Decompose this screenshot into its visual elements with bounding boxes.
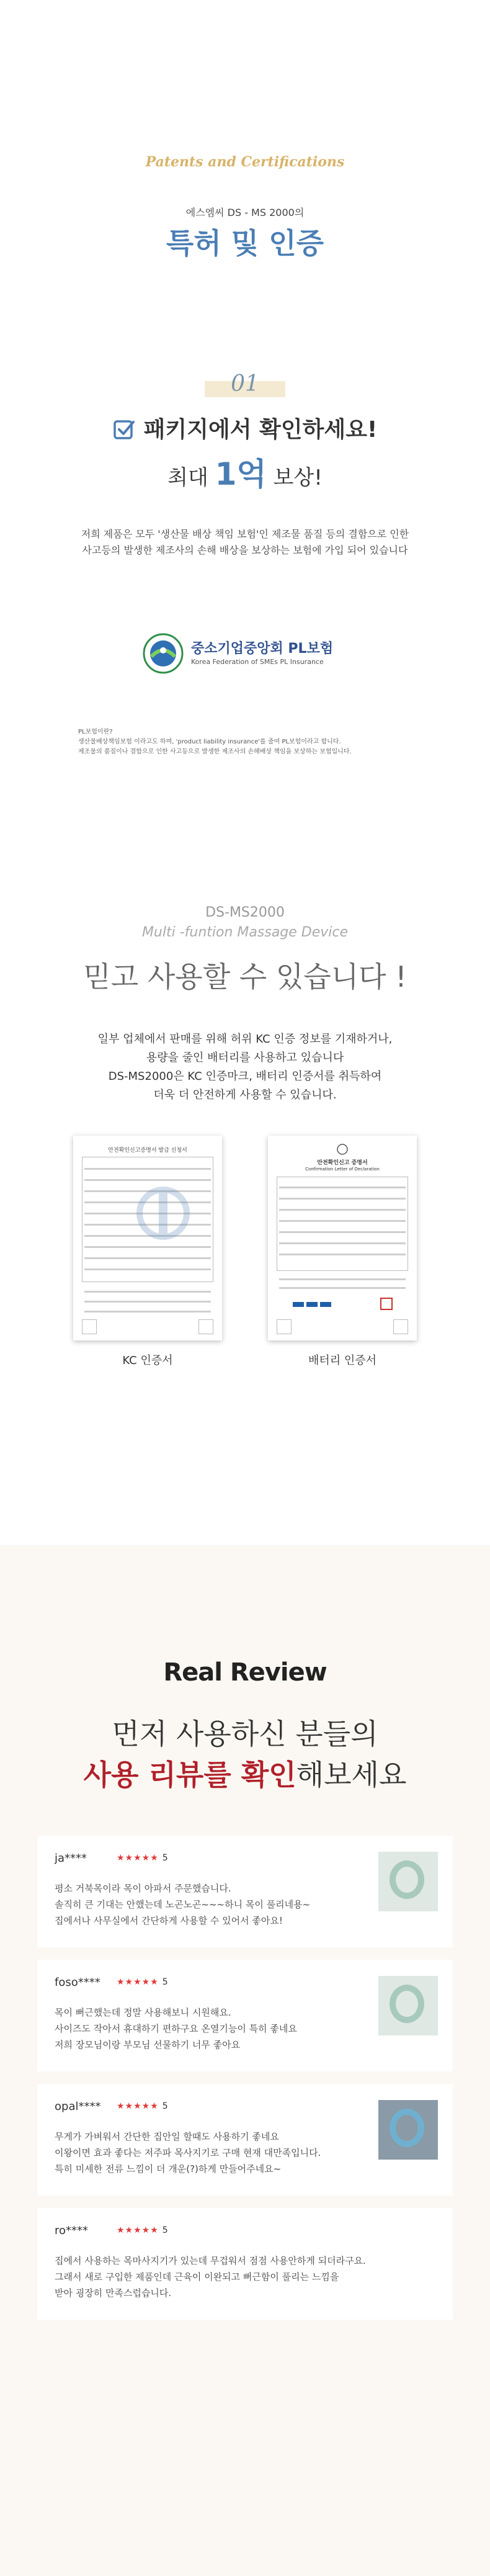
- ktr-logo-icon: [293, 1298, 336, 1311]
- document-line: [279, 1287, 406, 1289]
- review-text: [55, 2004, 365, 2053]
- model-subtitle: Multi -funtion Massage Device: [141, 925, 349, 940]
- reviews-title: Real Review: [163, 1658, 327, 1687]
- insurance-description: [37, 526, 453, 559]
- certification-description-line: 용량을 줄인 배터리를 사용하고 있습니다: [146, 1051, 344, 1064]
- neck-massager-image: [390, 1860, 424, 1899]
- kc-certificate-label: KC 인증서: [122, 1354, 173, 1367]
- model-name: DS-MS2000: [205, 905, 285, 920]
- star-rating-icon: ★★★★★: [117, 2225, 159, 2235]
- review-username: ja****: [55, 1852, 87, 1865]
- review-score: 5: [162, 2101, 169, 2111]
- document-line: [84, 1291, 211, 1293]
- review-rating: [117, 2225, 169, 2235]
- review-score: 5: [162, 2225, 169, 2235]
- review-text-line: 집에서 사용하는 목마사지기가 있는데 무겁워서 점점 사용안하게 되더라구요.: [55, 2255, 366, 2266]
- pl-logo-english: Korea Federation of SMEs PL Insurance: [191, 658, 324, 666]
- document-line: [279, 1187, 406, 1188]
- stamp-box: [393, 1319, 408, 1334]
- document-line: [84, 1268, 211, 1270]
- neck-massager-image: [390, 1985, 424, 2023]
- review-text-line: 사이즈도 작아서 휴대하기 편하구요 온열기능이 특히 좋네요: [55, 2023, 297, 2034]
- star-rating-icon: ★★★★★: [117, 1853, 159, 1863]
- compensation-suffix: 보상!: [273, 465, 323, 490]
- reviews-subtitle-line1: 먼저 사용하신 분들의: [112, 1717, 378, 1751]
- stamp-box: [277, 1319, 292, 1334]
- package-heading-text: 패키지에서 확인하세요!: [143, 417, 378, 442]
- battery-document-title: 안전확인신고 증명서: [317, 1160, 368, 1166]
- battery-document-subtitle: Confirmation Letter of Declaration: [305, 1167, 380, 1172]
- review-text-line: 특히 미세한 전류 느낌이 더 개운(?)하게 만들어주네요~: [55, 2163, 282, 2174]
- pl-note-line: PL보험이란?: [78, 729, 113, 735]
- review-text-line: 평소 거북목이라 목이 아파서 주문했습니다.: [55, 1883, 231, 1894]
- document-line: [84, 1246, 211, 1248]
- trust-headline: 믿고 사용할 수 있습니다 !: [83, 960, 407, 994]
- review-card: [37, 2084, 453, 2196]
- patents-subtitle: 에스엠씨 DS - MS 2000의: [185, 207, 305, 218]
- review-photo[interactable]: [378, 1852, 438, 1911]
- kc-document-title: 안전확인신고증명서 발급 신청서: [108, 1147, 187, 1154]
- review-text: [55, 2253, 427, 2301]
- battery-certificate-image: [268, 1136, 417, 1340]
- pl-logo-korean: 중소기업중앙회 PL보험: [191, 641, 334, 657]
- reviews-section: [0, 1545, 490, 2576]
- certification-section: [0, 801, 490, 1545]
- pl-emblem-icon: [141, 632, 185, 675]
- review-username: opal****: [55, 2100, 101, 2113]
- checkbox-check-icon: [113, 418, 135, 441]
- document-line: [279, 1209, 406, 1211]
- reviews-subtitle-highlight: 사용 리뷰를 확인: [83, 1758, 296, 1792]
- pl-insurance-logo: [141, 632, 352, 676]
- review-text: [55, 2129, 365, 2177]
- compensation-line: [0, 449, 490, 494]
- star-rating-icon: ★★★★★: [117, 2101, 159, 2111]
- review-text-line: 그래서 새로 구입한 제품인데 근육이 이완되고 뻐근함이 풀리는 느낌을: [55, 2271, 339, 2282]
- section-number: [205, 371, 285, 397]
- document-line: [279, 1231, 406, 1233]
- stamp-box: [82, 1319, 97, 1334]
- kc-watermark-icon: [135, 1185, 191, 1241]
- package-heading: [0, 412, 490, 444]
- government-emblem-icon: [336, 1143, 349, 1156]
- pl-note-line: 생산물배상책임보험 이라고도 하며, 'product liability insurance'를 줄여 PL보험이라고 합니다.: [78, 738, 341, 745]
- review-text-line: 받아 굉장히 만족스럽습니다.: [55, 2287, 172, 2299]
- document-line: [279, 1254, 406, 1255]
- review-score: 5: [162, 1853, 169, 1863]
- battery-certificate-label: 배터리 인증서: [308, 1354, 377, 1367]
- review-text: [55, 1880, 365, 1929]
- review-text-line: 솔직히 큰 기대는 안했는데 노곤노곤~~~하니 목이 풀리네용~: [55, 1899, 311, 1910]
- section-number-text: 01: [231, 371, 259, 397]
- review-score: 5: [162, 1977, 169, 1987]
- insurance-description-line: 사고등의 발생한 제조사의 손해 배상을 보상하는 보험에 가입 되어 있습니다: [82, 544, 408, 556]
- kc-certificate-image: [73, 1136, 222, 1340]
- stamp-box: [198, 1319, 213, 1334]
- certification-description-line: 일부 업체에서 판매를 위해 허위 KC 인증 정보를 기재하거나,: [97, 1033, 393, 1046]
- review-text-line: 목이 뻐근했는데 정말 사용해보니 시원해요.: [55, 2007, 231, 2018]
- review-text-line: 집에서나 사무실에서 간단하게 사용할 수 있어서 좋아요!: [55, 1915, 283, 1926]
- review-rating: [117, 1977, 169, 1987]
- star-rating-icon: ★★★★★: [117, 1977, 159, 1987]
- compensation-prefix: 최대: [167, 465, 208, 490]
- red-seal-icon: [380, 1297, 393, 1311]
- certification-description-line: 더욱 더 안전하게 사용할 수 있습니다.: [153, 1088, 337, 1102]
- certification-description-line: DS-MS2000은 KC 인증마크, 배터리 인증서를 취득하여: [108, 1070, 382, 1083]
- certification-description: [50, 1030, 440, 1105]
- document-line: [84, 1168, 211, 1170]
- reviews-subtitle-rest: 해보세요: [296, 1758, 407, 1792]
- review-card: [37, 2208, 453, 2320]
- review-username: foso****: [55, 1976, 100, 1989]
- review-photo[interactable]: [378, 2100, 438, 2160]
- review-card: [37, 1836, 453, 1947]
- document-line: [84, 1301, 211, 1303]
- pl-note-line: 제조물의 품질이나 결함으로 인한 사고등으로 발생한 제조사의 손해배상 책임을 보상하는 보험입니다.: [78, 748, 352, 755]
- neck-massager-image: [390, 2109, 424, 2147]
- document-line: [84, 1179, 211, 1181]
- review-photo[interactable]: [378, 1976, 438, 2035]
- document-line: [279, 1278, 406, 1280]
- document-line: [279, 1242, 406, 1244]
- reviews-subtitle-line2: [0, 1752, 490, 1793]
- review-rating: [117, 2101, 169, 2111]
- patents-script-title: Patents and Certifications: [145, 154, 345, 170]
- document-line: [279, 1198, 406, 1200]
- document-line: [84, 1257, 211, 1259]
- patents-section: [0, 0, 490, 801]
- battery-document-table: [277, 1177, 408, 1271]
- review-text-line: 이왕이면 효과 좋다는 저주파 목사지기로 구매 현재 대만족입니다.: [55, 2147, 321, 2158]
- document-line: [279, 1220, 406, 1222]
- review-rating: [117, 1853, 169, 1863]
- compensation-amount: 1억: [215, 456, 267, 492]
- review-text-line: 저희 장모님이랑 부모님 선물하기 너무 좋아요: [55, 2039, 241, 2050]
- pl-insurance-note: [78, 727, 413, 757]
- patents-title: 특허 및 인증: [166, 227, 324, 260]
- insurance-description-line: 저희 제품은 모두 '생산물 배상 책임 보험'인 제조물 품질 등의 결함으로 인한: [81, 528, 409, 540]
- document-line: [84, 1311, 211, 1313]
- review-text-line: 무게가 가벼워서 간단한 집안일 할때도 사용하기 좋네요: [55, 2131, 279, 2142]
- review-username: ro****: [55, 2224, 89, 2237]
- review-card: [37, 1960, 453, 2071]
